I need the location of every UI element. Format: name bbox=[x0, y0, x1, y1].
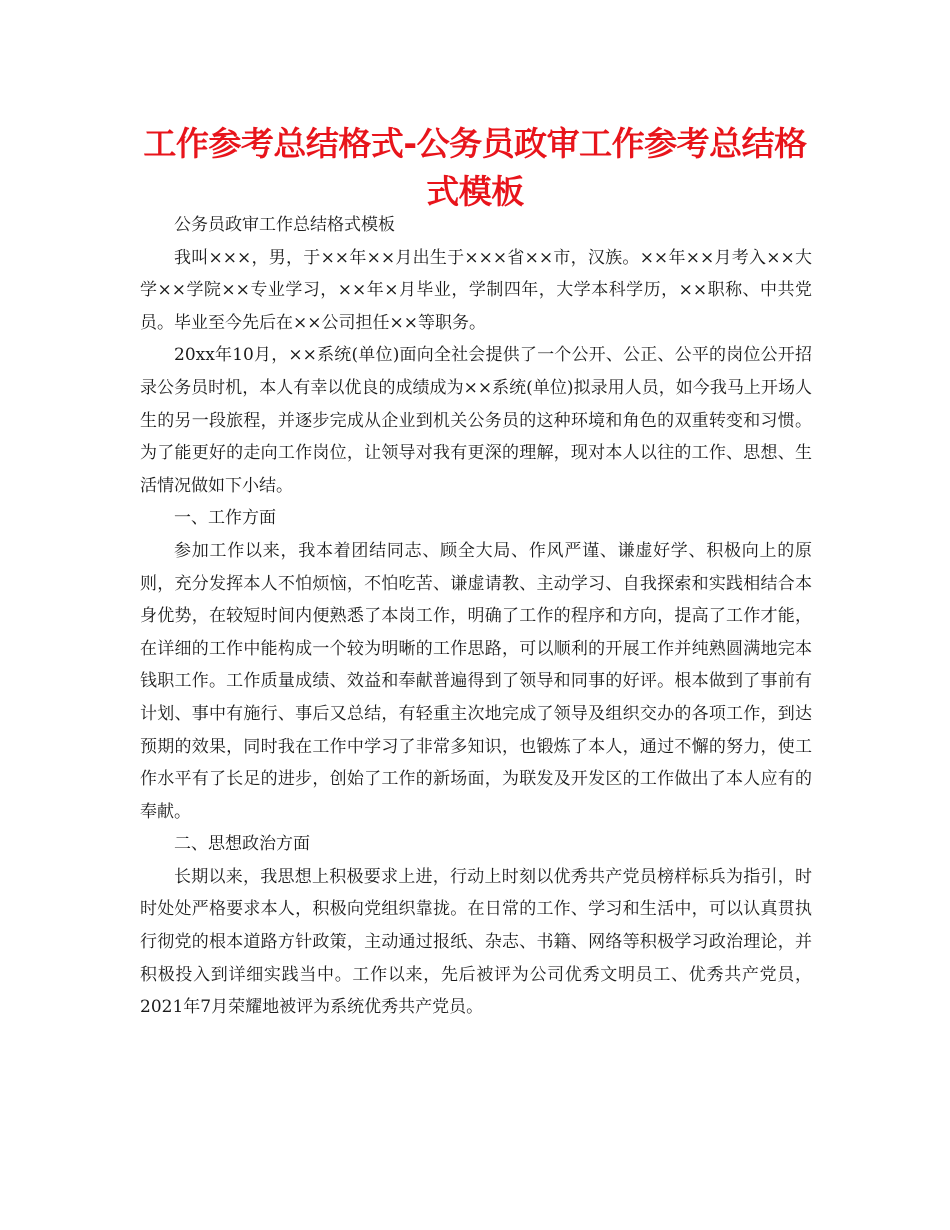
document-body bbox=[140, 209, 812, 1024]
paragraph-personal-info: 我叫×××，男，于××年××月出生于×××省××市，汉族。××年××月考入××大学××学院××专业学习，××年×月毕业，学制四年，大学本科学历，××职称、中共党员。毕业至今先后在××公司担任××等职务。 bbox=[140, 247, 812, 333]
paragraph-subtitle: 公务员政审工作总结格式模板 bbox=[174, 215, 395, 235]
section-heading-politics: 二、思想政治方面 bbox=[174, 834, 310, 855]
paragraph-introduction: 20xx年10月，××系统(单位)面向全社会提供了一个公开、公正、公平的岗位公开招录公务员时机，本人有幸以优良的成绩成为××系统(单位)拟录用人员，如今我马上开场人生的另一段旅程，并逐步完成从企业到机关公务员的这种环境和角色的双重转变和习惯。为了能更好的走向工作岗位，让领导对我有更深的理解，现对本人以往的工作、思想、生活情况做如下小结。 bbox=[140, 345, 812, 496]
paragraph-politics: 长期以来，我思想上积极要求上进，行动上时刻以优秀共产党员榜样标兵为指引，时时处处严格要求本人，积极向党组织靠拢。在日常的工作、学习和生活中，可以认真贯执行彻党的根本道路方针政策，主动通过报纸、杂志、书籍、网络等积极学习政治理论，并积极投入到详细实践当中。工作以来，先后被评为公司优秀文明员工、优秀共产党员，2021年7月荣耀地被评为系统优秀共产党员。 bbox=[140, 866, 812, 1018]
document-title: 工作参考总结格式-公务员政审工作参考总结格式模板 bbox=[143, 124, 807, 211]
paragraph-work: 参加工作以来，我本着团结同志、顾全大局、作风严谨、谦虚好学、积极向上的原则，充分发挥本人不怕烦恼，不怕吃苦、谦虚请教、主动学习、自我探索和实践相结合本身优势，在较短时间内便熟悉了本岗工作，明确了工作的程序和方向，提高了工作才能，在详细的工作中能构成一个较为明晰的工作思路，可以顺利的开展工作并纯熟圆满地完本钱职工作。工作质量成绩、效益和奉献普遍得到了领导和同事的好评。根本做到了事前有计划、事中有施行、事后又总结，有轻重主次地完成了领导及组织交办的各项工作，到达预期的效果，同时我在工作中学习了非常多知识，也锻炼了本人，通过不懈的努力，使工作水平有了长足的进步，创始了工作的新场面，为联发及开发区的工作做出了本人应有的奉献。 bbox=[140, 540, 812, 822]
section-heading-work: 一、工作方面 bbox=[174, 508, 276, 529]
